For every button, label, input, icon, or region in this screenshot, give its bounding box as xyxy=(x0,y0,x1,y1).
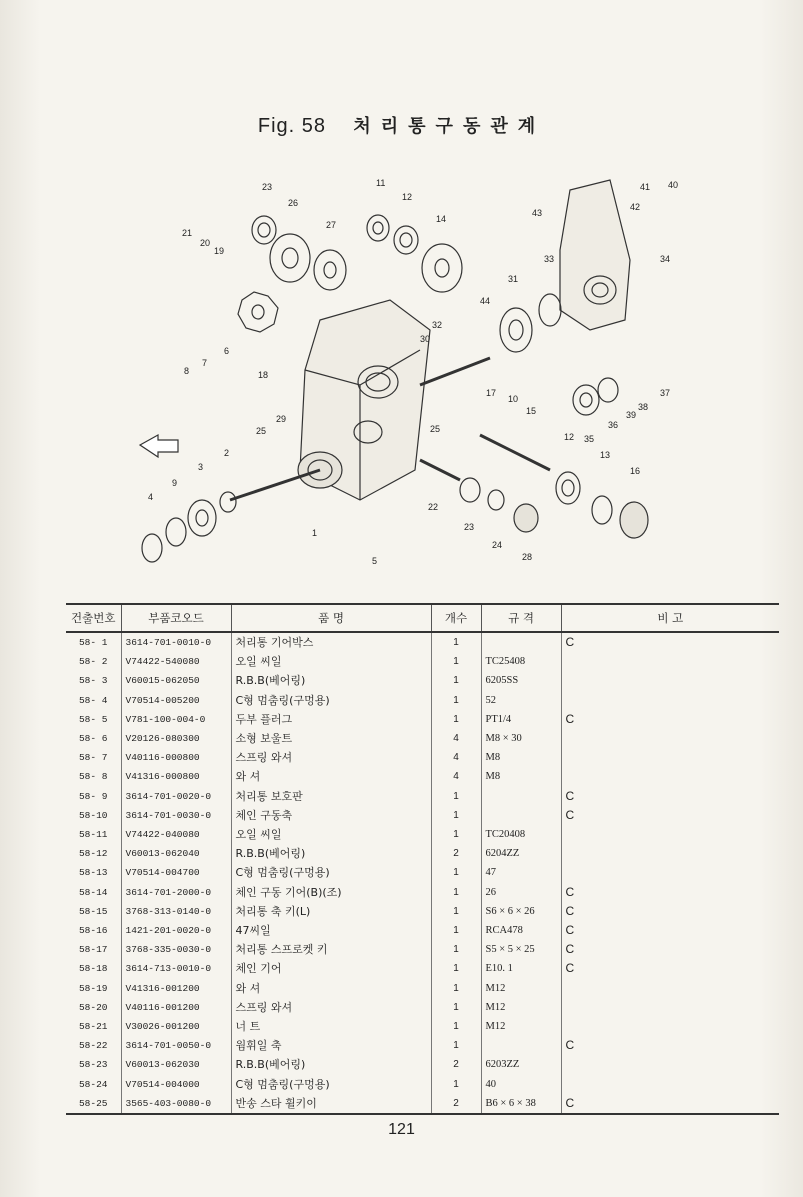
table-row xyxy=(66,1017,779,1036)
table-row xyxy=(66,921,779,940)
cell-qty: 1 xyxy=(431,979,481,998)
figure-number: Fig. 58 xyxy=(257,115,327,137)
cell-qty: 1 xyxy=(431,998,481,1017)
cell-spec: M8 xyxy=(481,748,561,767)
cell-remark xyxy=(561,998,779,1017)
svg-text:3: 3 xyxy=(198,462,204,472)
table-row xyxy=(66,863,779,882)
svg-text:28: 28 xyxy=(522,552,533,562)
table-row xyxy=(66,979,779,998)
cell-code: 3768-335-0030-0 xyxy=(121,940,231,959)
cell-name: 반송 스타 휠키이 xyxy=(231,1094,431,1114)
svg-text:4: 4 xyxy=(148,492,154,502)
cell-spec xyxy=(481,787,561,806)
cell-remark xyxy=(561,1075,779,1094)
cell-spec: 6205SS xyxy=(481,671,561,690)
svg-text:6: 6 xyxy=(224,346,230,356)
cell-code: V40116-000800 xyxy=(121,748,231,767)
cell-code: 3768-313-0140-0 xyxy=(121,902,231,921)
cell-spec: M8 × 30 xyxy=(481,729,561,748)
cell-remark: C xyxy=(561,921,779,940)
cell-name: 웜휘일 축 xyxy=(231,1036,431,1055)
svg-text:1: 1 xyxy=(312,528,318,538)
cell-qty: 1 xyxy=(431,959,481,978)
cell-qty: 4 xyxy=(431,767,481,786)
cell-remark: C xyxy=(561,959,779,978)
table-row xyxy=(66,691,779,710)
svg-text:27: 27 xyxy=(326,220,337,230)
cell-name: 소형 보울트 xyxy=(231,729,431,748)
cell-ref: 58-21 xyxy=(78,1021,108,1033)
cell-code: 3614-713-0010-0 xyxy=(121,959,231,978)
cell-ref: 58- 4 xyxy=(78,694,108,706)
cell-spec: RCA478 xyxy=(481,921,561,940)
svg-text:31: 31 xyxy=(508,274,519,284)
cell-remark xyxy=(561,844,779,863)
cell-code: V60015-062050 xyxy=(121,671,231,690)
table-row xyxy=(66,844,779,863)
cell-qty: 2 xyxy=(431,1055,481,1074)
cell-spec: M12 xyxy=(481,1017,561,1036)
cell-ref: 58- 5 xyxy=(78,713,108,725)
svg-text:26: 26 xyxy=(288,198,299,208)
cell-code: 3614-701-0030-0 xyxy=(121,806,231,825)
svg-text:36: 36 xyxy=(608,420,619,430)
cell-code: 3614-701-0020-0 xyxy=(121,787,231,806)
svg-text:37: 37 xyxy=(660,388,671,398)
figure-caption: 처리통구동관계 xyxy=(353,116,546,137)
cell-ref: 58- 6 xyxy=(78,733,108,745)
cell-name: 오일 씨일 xyxy=(231,652,431,671)
cell-ref: 58-18 xyxy=(78,963,108,975)
cell-remark: C xyxy=(561,806,779,825)
cell-name: C형 멈춤링(구멍용) xyxy=(231,1075,431,1094)
cell-ref: 58-24 xyxy=(78,1078,108,1090)
cell-ref: 58- 3 xyxy=(78,675,108,687)
cell-spec: 6203ZZ xyxy=(481,1055,561,1074)
table-row xyxy=(66,1075,779,1094)
cell-remark xyxy=(561,979,779,998)
cell-qty: 1 xyxy=(431,1017,481,1036)
cell-qty: 2 xyxy=(431,844,481,863)
figure-title xyxy=(0,112,803,138)
cell-name: 스프링 와셔 xyxy=(231,748,431,767)
cell-code: V60013-062030 xyxy=(121,1055,231,1074)
cell-code: V41316-000800 xyxy=(121,767,231,786)
cell-name: 체인 구동 기어(B)(조) xyxy=(231,883,431,902)
svg-text:34: 34 xyxy=(660,254,671,264)
svg-text:33: 33 xyxy=(544,254,555,264)
cell-code: 1421-201-0020-0 xyxy=(121,921,231,940)
svg-text:18: 18 xyxy=(258,370,269,380)
cell-ref: 58-10 xyxy=(78,809,108,821)
cell-remark xyxy=(561,1017,779,1036)
table-row xyxy=(66,632,779,652)
cell-ref: 58-13 xyxy=(78,867,108,879)
table-row xyxy=(66,940,779,959)
col-header-ref: 건출번호 xyxy=(66,604,121,632)
table-row xyxy=(66,806,779,825)
cell-name: 처리통 축 키(L) xyxy=(231,902,431,921)
table-row xyxy=(66,902,779,921)
cell-code: V20126-080300 xyxy=(121,729,231,748)
cell-qty: 1 xyxy=(431,652,481,671)
svg-text:9: 9 xyxy=(172,478,178,488)
cell-name: 두부 플러그 xyxy=(231,710,431,729)
cell-remark: C xyxy=(561,902,779,921)
cell-name: 47씨일 xyxy=(231,921,431,940)
cell-name: 체인 기어 xyxy=(231,959,431,978)
table-row xyxy=(66,729,779,748)
cell-qty: 1 xyxy=(431,921,481,940)
cell-spec: M12 xyxy=(481,979,561,998)
svg-text:10: 10 xyxy=(508,394,519,404)
svg-text:25: 25 xyxy=(430,424,441,434)
svg-text:23: 23 xyxy=(262,182,273,192)
cell-qty: 1 xyxy=(431,1036,481,1055)
table-row xyxy=(66,671,779,690)
cell-remark: C xyxy=(561,787,779,806)
cell-spec: E10. 1 xyxy=(481,959,561,978)
cell-remark: C xyxy=(561,940,779,959)
cell-name: R.B.B(베어링) xyxy=(231,1055,431,1074)
parts-table-body xyxy=(66,632,779,1114)
cell-spec xyxy=(481,1036,561,1055)
svg-text:40: 40 xyxy=(668,180,679,190)
cell-code: V70514-005200 xyxy=(121,691,231,710)
cell-name: 오일 씨일 xyxy=(231,825,431,844)
cell-spec: 26 xyxy=(481,883,561,902)
cell-code: 3614-701-2000-0 xyxy=(121,883,231,902)
cell-qty: 1 xyxy=(431,825,481,844)
table-row xyxy=(66,1036,779,1055)
table-row xyxy=(66,652,779,671)
cell-ref: 58-19 xyxy=(78,982,108,994)
cell-spec: 47 xyxy=(481,863,561,882)
table-row xyxy=(66,787,779,806)
cell-code: V41316-001200 xyxy=(121,979,231,998)
cell-qty: 1 xyxy=(431,691,481,710)
table-row xyxy=(66,998,779,1017)
table-row xyxy=(66,767,779,786)
cell-code: V74422-040080 xyxy=(121,825,231,844)
cell-spec: PT1/4 xyxy=(481,710,561,729)
cell-spec: S6 × 6 × 26 xyxy=(481,902,561,921)
cell-spec: TC20408 xyxy=(481,825,561,844)
cell-remark: C xyxy=(561,710,779,729)
svg-text:29: 29 xyxy=(276,414,287,424)
cell-ref: 58-22 xyxy=(78,1040,108,1052)
cell-spec: M8 xyxy=(481,767,561,786)
svg-text:22: 22 xyxy=(428,502,439,512)
cell-ref: 58-25 xyxy=(66,1094,121,1114)
svg-text:25: 25 xyxy=(256,426,267,436)
cell-code: V70514-004000 xyxy=(121,1075,231,1094)
cell-qty: 1 xyxy=(431,883,481,902)
cell-code: V60013-062040 xyxy=(121,844,231,863)
svg-text:24: 24 xyxy=(492,540,503,550)
cell-ref: 58-20 xyxy=(78,1001,108,1013)
svg-text:12: 12 xyxy=(564,432,575,442)
cell-ref: 58-12 xyxy=(78,848,108,860)
cell-name: C형 멈춤링(구멍용) xyxy=(231,691,431,710)
cell-qty: 1 xyxy=(431,632,481,652)
cell-spec: B6 × 6 × 38 xyxy=(481,1094,561,1114)
cell-code: V70514-004700 xyxy=(121,863,231,882)
cell-name: 체인 구동축 xyxy=(231,806,431,825)
cell-name: C형 멈춤링(구멍용) xyxy=(231,863,431,882)
cell-code: V74422-540080 xyxy=(121,652,231,671)
svg-text:12: 12 xyxy=(402,192,413,202)
cell-ref: 58-23 xyxy=(78,1059,108,1071)
svg-text:20: 20 xyxy=(200,238,211,248)
cell-ref: 58- 7 xyxy=(78,752,108,764)
col-header-name: 품 명 xyxy=(231,604,431,632)
svg-text:43: 43 xyxy=(532,208,543,218)
svg-text:16: 16 xyxy=(630,466,641,476)
col-header-remark: 비 고 xyxy=(561,604,779,632)
svg-text:42: 42 xyxy=(630,202,641,212)
diagram-svg xyxy=(130,170,690,590)
cell-qty: 4 xyxy=(431,729,481,748)
cell-name: 처리통 스프로켓 키 xyxy=(231,940,431,959)
svg-text:19: 19 xyxy=(214,246,225,256)
svg-text:39: 39 xyxy=(626,410,637,420)
cell-qty: 1 xyxy=(431,863,481,882)
cell-name: R.B.B(베어링) xyxy=(231,671,431,690)
cell-ref: 58- 1 xyxy=(78,637,108,648)
cell-qty: 1 xyxy=(431,671,481,690)
cell-remark xyxy=(561,767,779,786)
cell-remark xyxy=(561,691,779,710)
cell-name: 처리통 기어박스 xyxy=(231,632,431,652)
cell-remark: C xyxy=(561,883,779,902)
table-header-row xyxy=(66,604,779,632)
cell-ref: 58-14 xyxy=(78,886,108,898)
col-header-qty: 개수 xyxy=(431,604,481,632)
col-header-code: 부품코오드 xyxy=(121,604,231,632)
cell-spec: 52 xyxy=(481,691,561,710)
page-number: 121 xyxy=(388,1121,415,1138)
table-row xyxy=(66,959,779,978)
svg-text:2: 2 xyxy=(224,448,230,458)
svg-text:41: 41 xyxy=(640,182,651,192)
cell-code: 3614-701-0010-0 xyxy=(121,632,231,652)
svg-text:17: 17 xyxy=(486,388,497,398)
cell-qty: 1 xyxy=(431,787,481,806)
parts-table xyxy=(66,603,779,1115)
table-row xyxy=(66,1055,779,1074)
table-row xyxy=(66,883,779,902)
cell-remark: C xyxy=(561,1094,779,1114)
cell-remark: C xyxy=(561,1036,779,1055)
cell-name: 스프링 와셔 xyxy=(231,998,431,1017)
cell-code: 3565-403-0080-0 xyxy=(121,1094,231,1114)
svg-text:7: 7 xyxy=(202,358,208,368)
cell-qty: 1 xyxy=(431,902,481,921)
cell-remark: C xyxy=(561,632,779,652)
cell-spec: 40 xyxy=(481,1075,561,1094)
svg-text:38: 38 xyxy=(638,402,649,412)
cell-ref: 58-11 xyxy=(78,829,108,841)
cell-code: V30026-001200 xyxy=(121,1017,231,1036)
cell-ref: 58- 9 xyxy=(78,790,108,802)
svg-text:13: 13 xyxy=(600,450,611,460)
cell-remark xyxy=(561,863,779,882)
cell-spec xyxy=(481,806,561,825)
cell-remark xyxy=(561,671,779,690)
cell-code: V781-100-004-0 xyxy=(121,710,231,729)
cell-name: R.B.B(베어링) xyxy=(231,844,431,863)
svg-text:8: 8 xyxy=(184,366,190,376)
col-header-spec: 규 격 xyxy=(481,604,561,632)
svg-text:44: 44 xyxy=(480,296,491,306)
svg-text:32: 32 xyxy=(432,320,443,330)
cell-remark xyxy=(561,729,779,748)
svg-text:21: 21 xyxy=(182,228,193,238)
svg-text:14: 14 xyxy=(436,214,447,224)
cell-spec: 6204ZZ xyxy=(481,844,561,863)
svg-text:11: 11 xyxy=(376,178,386,188)
cell-name: 너 트 xyxy=(231,1017,431,1036)
cell-ref: 58- 2 xyxy=(78,656,108,668)
svg-text:23: 23 xyxy=(464,522,475,532)
cell-code: V40116-001200 xyxy=(121,998,231,1017)
cell-spec: M12 xyxy=(481,998,561,1017)
svg-text:30: 30 xyxy=(420,334,431,344)
cell-qty: 1 xyxy=(431,1075,481,1094)
cell-ref: 58- 8 xyxy=(78,771,108,783)
svg-text:15: 15 xyxy=(526,406,537,416)
cell-remark xyxy=(561,748,779,767)
cell-name: 처리통 보호판 xyxy=(231,787,431,806)
cell-qty: 1 xyxy=(431,940,481,959)
table-row xyxy=(66,825,779,844)
cell-remark xyxy=(561,825,779,844)
cell-ref: 58-16 xyxy=(78,925,108,937)
cell-ref: 58-17 xyxy=(78,944,108,956)
cell-qty: 4 xyxy=(431,748,481,767)
svg-text:35: 35 xyxy=(584,434,595,444)
table-row xyxy=(66,1094,779,1114)
cell-spec xyxy=(481,632,561,652)
cell-spec: S5 × 5 × 25 xyxy=(481,940,561,959)
table-row xyxy=(66,710,779,729)
cell-remark xyxy=(561,652,779,671)
cell-name: 와 셔 xyxy=(231,979,431,998)
cell-qty: 2 xyxy=(431,1094,481,1114)
cell-code: 3614-701-0050-0 xyxy=(121,1036,231,1055)
cell-remark xyxy=(561,1055,779,1074)
cell-qty: 1 xyxy=(431,710,481,729)
cell-spec: TC25408 xyxy=(481,652,561,671)
cell-qty: 1 xyxy=(431,806,481,825)
table-row xyxy=(66,748,779,767)
exploded-parts-diagram xyxy=(130,170,690,590)
svg-text:5: 5 xyxy=(372,556,378,566)
cell-name: 와 셔 xyxy=(231,767,431,786)
cell-ref: 58-15 xyxy=(78,905,108,917)
